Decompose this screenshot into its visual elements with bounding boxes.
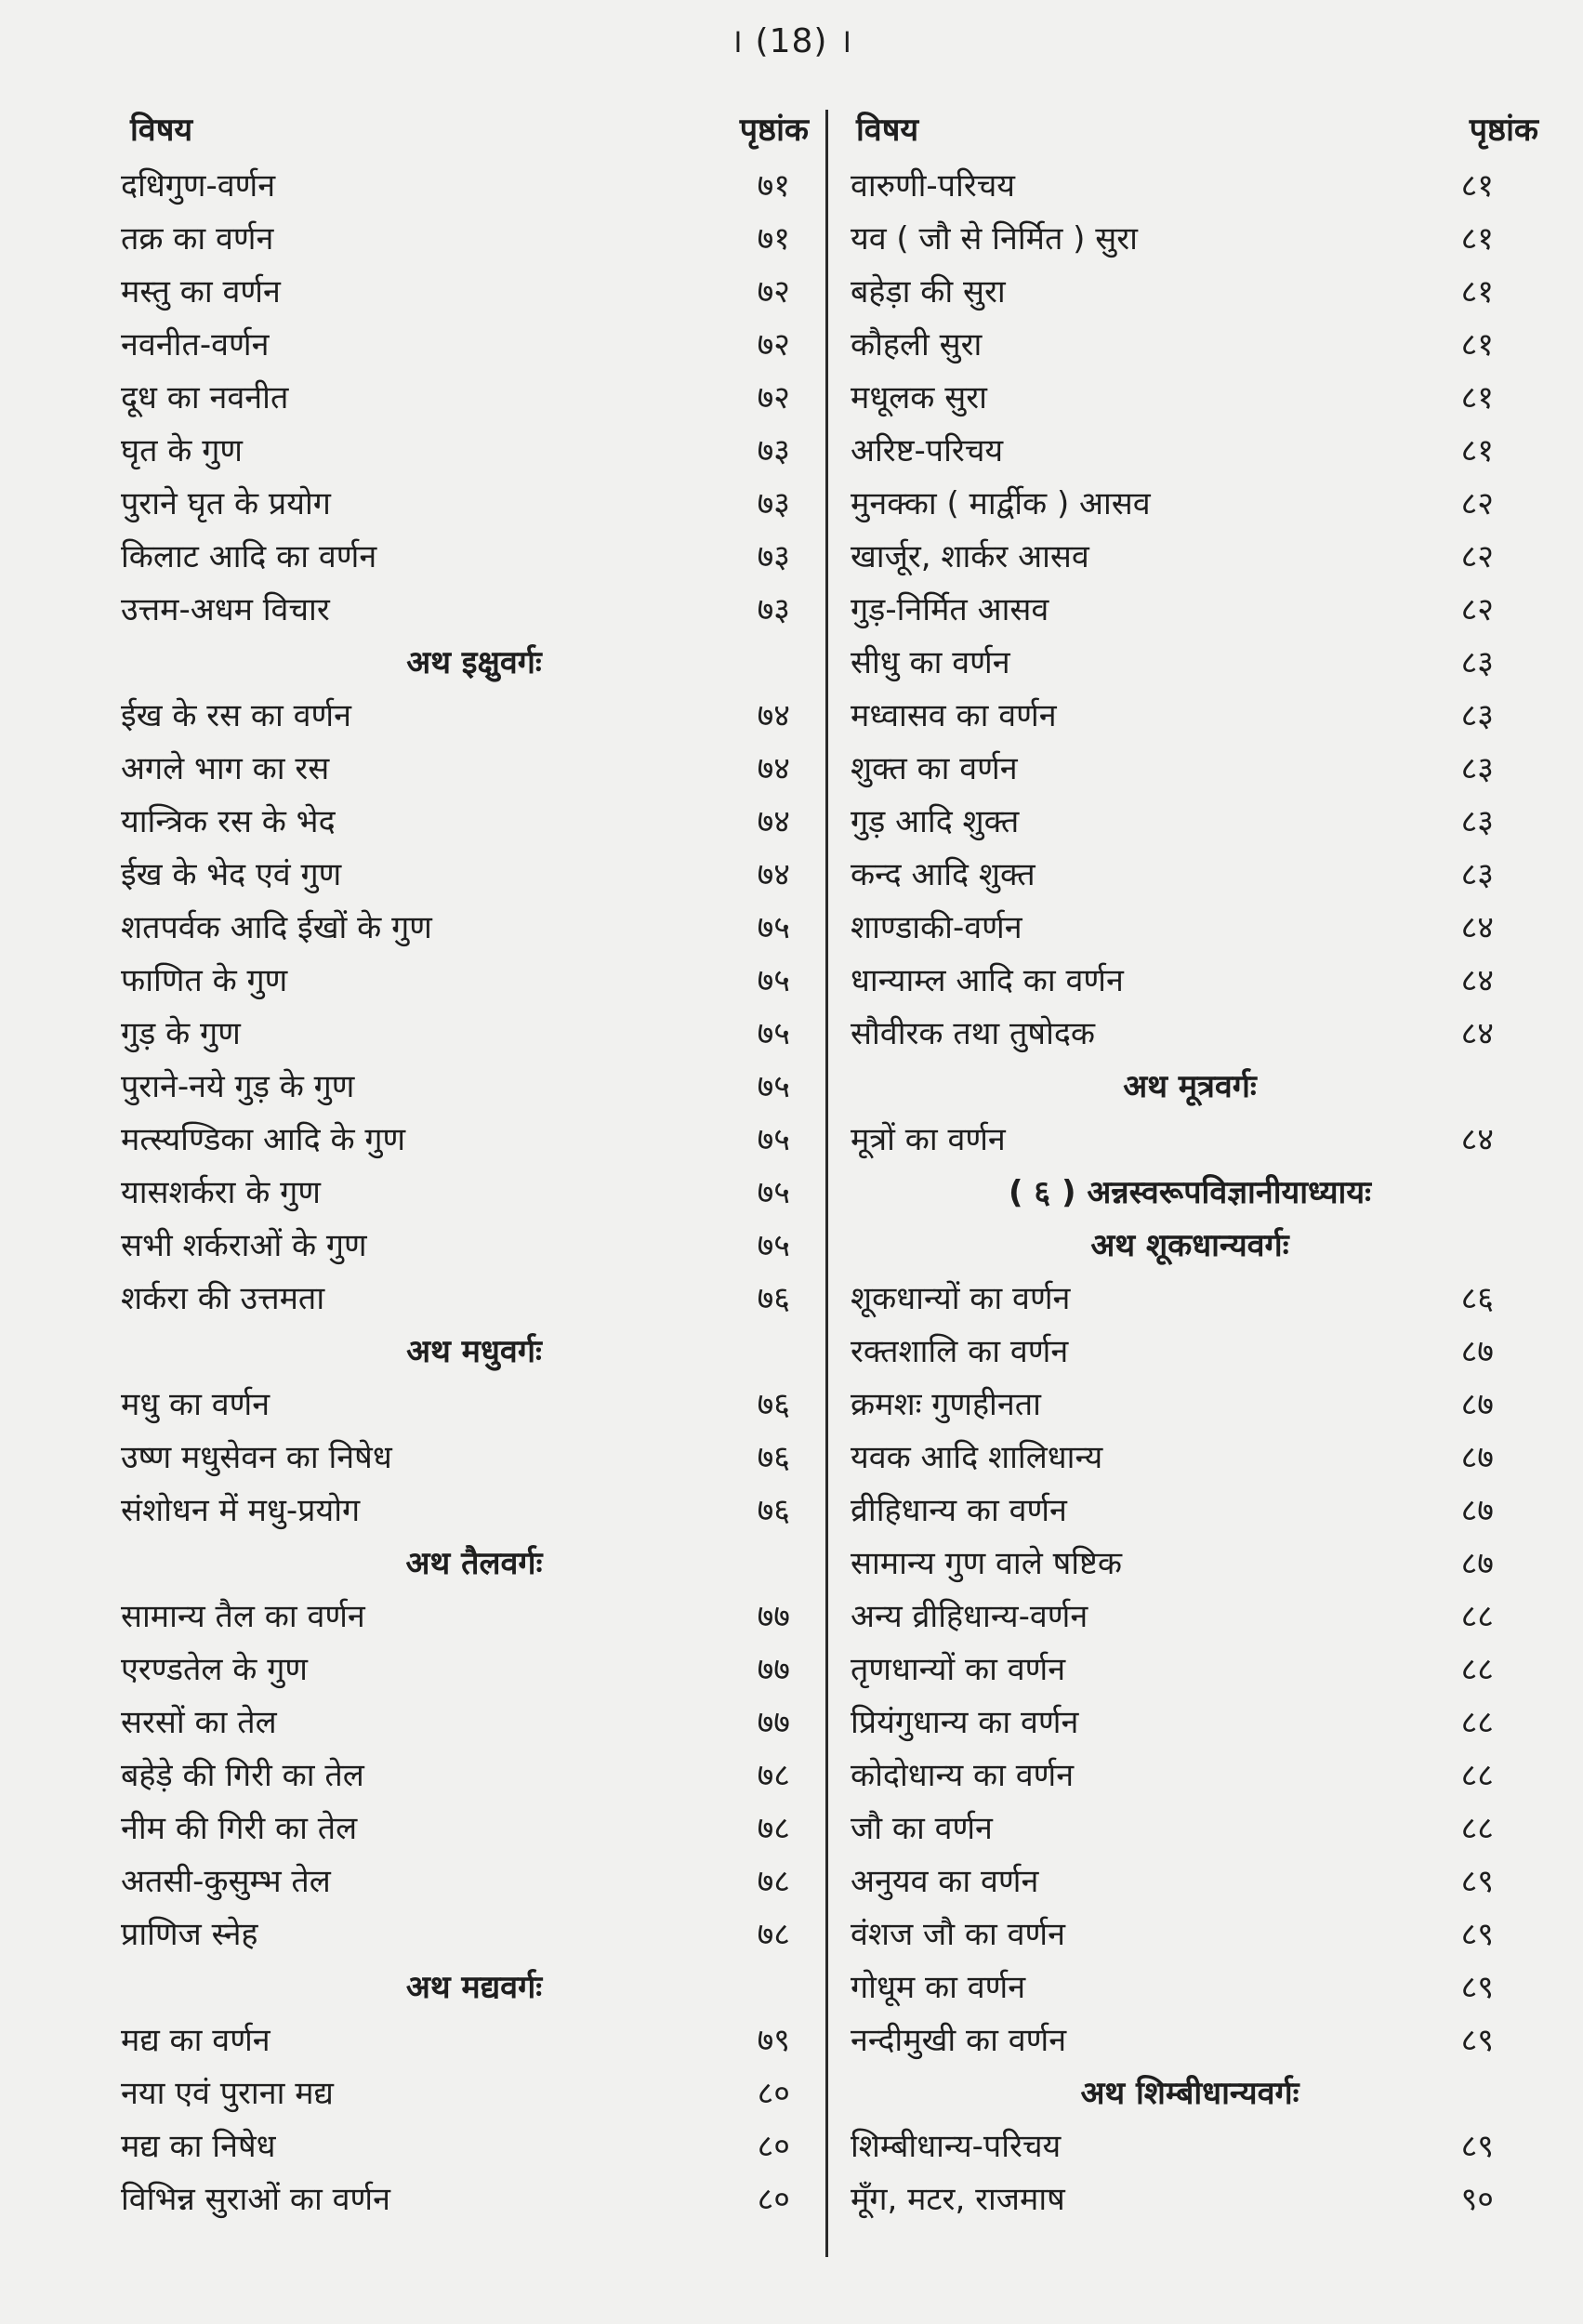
toc-page-number: ८२ (1460, 485, 1494, 522)
toc-subject: मद्य का वर्णन (121, 2022, 270, 2059)
toc-page-number: ७७ (757, 1598, 790, 1635)
toc-row (832, 531, 1538, 584)
toc-subject: नीम की गिरी का तेल (121, 1810, 358, 1847)
toc-row (102, 1591, 809, 1644)
toc-subject: शिम्बीधान्य-परिचय (851, 2128, 1062, 2165)
toc-row (102, 1061, 809, 1114)
toc-row (832, 1379, 1538, 1432)
toc-page-number: ८३ (1460, 697, 1494, 734)
toc-subject: तृणधान्यों का वर्णन (851, 1651, 1066, 1688)
toc-subject: तक्र का वर्णन (121, 220, 274, 257)
toc-page-number: ८८ (1460, 1704, 1494, 1741)
toc-page-number: ७४ (757, 856, 790, 893)
toc-row (102, 955, 809, 1008)
toc-row (102, 1485, 809, 1538)
toc-row (832, 319, 1538, 372)
toc-subject: रक्तशालि का वर्णन (851, 1333, 1069, 1370)
toc-row (832, 425, 1538, 478)
toc-subject: गुड़-निर्मित आसव (851, 591, 1049, 628)
toc-subject: कन्द आदि शुक्त (851, 856, 1036, 893)
toc-subject: जौ का वर्णन (851, 1810, 993, 1847)
toc-row (102, 1273, 809, 1326)
toc-page-number: ८३ (1460, 644, 1494, 681)
left-column (102, 100, 809, 2226)
toc-subject: यासशर्करा के गुण (121, 1174, 321, 1211)
toc-page-number: ८८ (1460, 1651, 1494, 1688)
toc-subject: पुराने घृत के प्रयोग (121, 485, 331, 522)
toc-subject: कौहली सुरा (851, 326, 983, 363)
toc-subject: घृत के गुण (121, 432, 243, 469)
toc-subject: मधु का वर्णन (121, 1386, 270, 1423)
page-header: पृष्ठांक (1469, 112, 1538, 149)
toc-row (102, 796, 809, 849)
toc-subject: बहेड़े की गिरी का तेल (121, 1757, 364, 1794)
toc-page-number: ७८ (757, 1757, 790, 1794)
toc-subject: वारुणी-परिचय (851, 167, 1016, 205)
toc-page-number: ७६ (757, 1439, 790, 1476)
toc-subject: यान्त्रिक रस के भेद (121, 803, 336, 840)
toc-row (832, 1326, 1538, 1379)
toc-page-number: ८१ (1460, 167, 1494, 205)
toc-subject: यव ( जौ से निर्मित ) सुरा (851, 220, 1138, 257)
toc-page-number: ७८ (757, 1916, 790, 1953)
toc-page-number: ८८ (1460, 1810, 1494, 1847)
toc-page-number: ८० (757, 2181, 790, 2218)
toc-page-number: ७२ (757, 326, 790, 363)
toc-page-number: ८१ (1460, 379, 1494, 416)
toc-row (102, 1114, 809, 1167)
toc-row (832, 1273, 1538, 1326)
toc-row (102, 372, 809, 425)
toc-row (102, 584, 809, 637)
toc-page-number: ७६ (757, 1492, 790, 1529)
toc-subject: किलाट आदि का वर्णन (121, 538, 377, 575)
toc-page-number: ८९ (1460, 1863, 1494, 1900)
toc-subject: शर्करा की उत्तमता (121, 1280, 325, 1317)
toc-row (832, 1961, 1538, 2014)
toc-page-number: ७३ (757, 485, 790, 522)
toc-subject: सौवीरक तथा तुषोदक (851, 1015, 1096, 1052)
toc-row (102, 1008, 809, 1061)
toc-page-number: ८४ (1460, 1121, 1494, 1158)
toc-page-number: ७५ (757, 962, 790, 999)
toc-row (832, 584, 1538, 637)
toc-subject: कोदोधान्य का वर्णन (851, 1757, 1075, 1794)
toc-subject: ईख के भेद एवं गुण (121, 856, 342, 893)
toc-row (832, 1008, 1538, 1061)
subject-header: विषय (130, 112, 193, 149)
toc-subject: शुक्त का वर्णन (851, 750, 1018, 787)
toc-subject: शाण्डाकी-वर्णन (851, 909, 1022, 946)
toc-subject: खार्जूर, शार्कर आसव (851, 538, 1089, 575)
toc-page-number: ८४ (1460, 909, 1494, 946)
toc-subject: फाणित के गुण (121, 962, 288, 999)
toc-page-number: ७७ (757, 1704, 790, 1741)
toc-page-number: ७४ (757, 697, 790, 734)
section-heading: अथ इक्षुवर्गः (406, 644, 542, 681)
section-heading: अथ मद्यवर्गः (405, 1969, 543, 2006)
toc-page-number: ७५ (757, 1121, 790, 1158)
toc-page-number: ८१ (1460, 220, 1494, 257)
toc-page-number: ८८ (1460, 1598, 1494, 1635)
toc-page-number: ८२ (1460, 591, 1494, 628)
right-header (832, 100, 1538, 160)
toc-row (102, 1802, 809, 1855)
toc-page-number: ८८ (1460, 1757, 1494, 1794)
toc-subject: एरण्डतेल के गुण (121, 1651, 308, 1688)
toc-row (832, 1802, 1538, 1855)
toc-page-number: ८९ (1460, 2022, 1494, 2059)
toc-page-number: ८७ (1460, 1333, 1494, 1370)
toc-subject: बहेड़ा की सुरा (851, 273, 1006, 310)
toc-row (832, 1538, 1538, 1591)
toc-row (102, 1855, 809, 1908)
toc-row (832, 1432, 1538, 1485)
section-heading: अथ शिम्बीधान्यवर्गः (1080, 2075, 1299, 2112)
toc-page-number: ८३ (1460, 803, 1494, 840)
toc-subject: सभी शर्कराओं के गुण (121, 1227, 367, 1264)
toc-subject: प्रियंगुधान्य का वर्णन (851, 1704, 1079, 1741)
toc-page-number: ७५ (757, 1174, 790, 1211)
toc-row (832, 1855, 1538, 1908)
toc-subject: गुड़ के गुण (121, 1015, 241, 1052)
toc-subject: क्रमशः गुणहीनता (851, 1386, 1041, 1423)
toc-page-number: ८२ (1460, 538, 1494, 575)
toc-row (102, 2067, 809, 2120)
toc-page-number: ८७ (1460, 1545, 1494, 1582)
toc-row (102, 1432, 809, 1485)
toc-subject: उष्ण मधुसेवन का निषेध (121, 1439, 392, 1476)
toc-page-number: ८१ (1460, 273, 1494, 310)
toc-page-number: ८४ (1460, 1015, 1494, 1052)
toc-subject: मधूलक सुरा (851, 379, 987, 416)
toc-row (832, 955, 1538, 1008)
toc-subject: सामान्य गुण वाले षष्टिक (851, 1545, 1123, 1582)
toc-row (832, 1485, 1538, 1538)
toc-subject: विभिन्न सुराओं का वर्णन (121, 2181, 390, 2218)
toc-page-number: ९० (1460, 2181, 1494, 2218)
toc-row (102, 690, 809, 743)
toc-subject: प्राणिज स्नेह (121, 1916, 258, 1953)
toc-row (832, 1591, 1538, 1644)
toc-page-number: ७४ (757, 803, 790, 840)
toc-page-number: ७५ (757, 1227, 790, 1264)
toc-row (102, 319, 809, 372)
toc-page-number: ७१ (757, 220, 790, 257)
toc-subject: धान्याम्ल आदि का वर्णन (851, 962, 1124, 999)
toc-subject: मत्स्यण्डिका आदि के गुण (121, 1121, 406, 1158)
toc-subject: नन्दीमुखी का वर्णन (851, 2022, 1067, 2059)
toc-subject: यवक आदि शालिधान्य (851, 1439, 1103, 1476)
toc-row (102, 902, 809, 955)
toc-subject: सरसों का तेल (121, 1704, 277, 1741)
toc-row (102, 2173, 809, 2226)
subject-header: विषय (856, 112, 919, 149)
toc-page-number: ८४ (1460, 962, 1494, 999)
section-heading: अथ मधुवर्गः (406, 1333, 542, 1370)
toc-row (832, 1644, 1538, 1697)
toc-page-number: ७५ (757, 1015, 790, 1052)
toc-row (102, 849, 809, 902)
toc-row (102, 266, 809, 319)
toc-subject: सामान्य तैल का वर्णन (121, 1598, 365, 1635)
toc-row (832, 796, 1538, 849)
toc-page-number: ७३ (757, 591, 790, 628)
toc-page-number: ७९ (757, 2022, 790, 2059)
toc-row (832, 478, 1538, 531)
toc-row (102, 1697, 809, 1750)
toc-subject: सीधु का वर्णन (851, 644, 1010, 681)
toc-subject: अनुयव का वर्णन (851, 1863, 1039, 1900)
page-number: । (18) । (730, 22, 853, 60)
toc-subject: संशोधन में मधु-प्रयोग (121, 1492, 361, 1529)
toc-row (102, 478, 809, 531)
toc-subject: अतसी-कुसुम्भ तेल (121, 1863, 331, 1900)
toc-row (832, 372, 1538, 425)
toc-row (832, 1114, 1538, 1167)
section-heading: अथ तैलवर्गः (405, 1545, 543, 1582)
toc-row (102, 1220, 809, 1273)
toc-subject: मूँग, मटर, राजमाष (851, 2181, 1065, 2218)
toc-row (102, 531, 809, 584)
toc-subject: दधिगुण-वर्णन (121, 167, 276, 205)
toc-row (102, 1167, 809, 1220)
toc-row (102, 2120, 809, 2173)
toc-page-number: ८७ (1460, 1439, 1494, 1476)
toc-row (102, 2014, 809, 2067)
toc-subject: गोधूम का वर्णन (851, 1969, 1026, 2006)
toc-subject: मूत्रों का वर्णन (851, 1121, 1006, 1158)
toc-row (102, 213, 809, 266)
toc-row (832, 849, 1538, 902)
toc-row (832, 743, 1538, 796)
toc-page-number: ८६ (1460, 1280, 1494, 1317)
toc-subject: शूकधान्यों का वर्णन (851, 1280, 1071, 1317)
right-entries (832, 160, 1538, 2226)
toc-page-number: ७२ (757, 273, 790, 310)
toc-page-number: ७१ (757, 167, 790, 205)
section-heading: अथ मूत्रवर्गः (1123, 1068, 1257, 1105)
toc-subject: मद्य का निषेध (121, 2128, 276, 2165)
toc-row (102, 160, 809, 213)
toc-row (832, 2173, 1538, 2226)
toc-subject: ईख के रस का वर्णन (121, 697, 352, 734)
right-column (832, 100, 1538, 2226)
toc-row (102, 1379, 809, 1432)
toc-row (832, 2120, 1538, 2173)
toc-subject: उत्तम-अधम विचार (121, 591, 330, 628)
toc-page-number: ८३ (1460, 856, 1494, 893)
toc-page-number: ७५ (757, 909, 790, 946)
toc-row (102, 1644, 809, 1697)
column-divider (825, 110, 828, 2257)
toc-row (102, 1908, 809, 1961)
toc-page-number: ८० (757, 2075, 790, 2112)
toc-subject: व्रीहिधान्य का वर्णन (851, 1492, 1067, 1529)
toc-row (832, 690, 1538, 743)
toc-page-number: ८१ (1460, 432, 1494, 469)
toc-subject: पुराने-नये गुड़ के गुण (121, 1068, 355, 1105)
section-heading: अथ शूकधान्यवर्गः (1090, 1227, 1289, 1264)
toc-page-number: ८० (757, 2128, 790, 2165)
toc-subject: मध्वासव का वर्णन (851, 697, 1057, 734)
toc-row (832, 1908, 1538, 1961)
toc-subject: मुनक्का ( मार्द्वीक ) आसव (851, 485, 1151, 522)
toc-page-number: ७८ (757, 1810, 790, 1847)
toc-subject: शतपर्वक आदि ईखों के गुण (121, 909, 432, 946)
toc-row (832, 213, 1538, 266)
toc-subject: अरिष्ट-परिचय (851, 432, 1004, 469)
toc-row (102, 425, 809, 478)
toc-page-number: ७२ (757, 379, 790, 416)
left-header (102, 100, 809, 160)
toc-page-number: ७४ (757, 750, 790, 787)
toc-subject: नया एवं पुराना मद्य (121, 2075, 334, 2112)
toc-row (832, 2014, 1538, 2067)
toc-subject: नवनीत-वर्णन (121, 326, 270, 363)
toc-page-number: ७५ (757, 1068, 790, 1105)
toc-subject: अन्य व्रीहिधान्य-वर्णन (851, 1598, 1088, 1635)
toc-row (832, 902, 1538, 955)
toc-page-number: ८९ (1460, 2128, 1494, 2165)
toc-row (832, 637, 1538, 690)
toc-page-number: ७३ (757, 432, 790, 469)
toc-row (832, 160, 1538, 213)
toc-page-number: ७६ (757, 1280, 790, 1317)
toc-page-number: ७३ (757, 538, 790, 575)
toc-page-number: ७७ (757, 1651, 790, 1688)
toc-row (102, 1750, 809, 1802)
toc-row (832, 266, 1538, 319)
section-heading: ( ६ ) अन्नस्वरूपविज्ञानीयाध्यायः (1009, 1174, 1371, 1211)
toc-subject: दूध का नवनीत (121, 379, 289, 416)
toc-page-number: ८७ (1460, 1492, 1494, 1529)
toc-subject: गुड़ आदि शुक्त (851, 803, 1020, 840)
toc-page-number: ८७ (1460, 1386, 1494, 1423)
toc-page-number: ७६ (757, 1386, 790, 1423)
toc-page-number: ८३ (1460, 750, 1494, 787)
toc-page-number: ८९ (1460, 1969, 1494, 2006)
toc-row (102, 743, 809, 796)
toc-row (832, 1750, 1538, 1802)
toc-row (832, 1697, 1538, 1750)
page-header: पृष्ठांक (739, 112, 809, 149)
toc-page-number: ८९ (1460, 1916, 1494, 1953)
toc-page-number: ८१ (1460, 326, 1494, 363)
toc-subject: मस्तु का वर्णन (121, 273, 281, 310)
toc-subject: अगले भाग का रस (121, 750, 330, 787)
toc-subject: वंशज जौ का वर्णन (851, 1916, 1065, 1953)
toc-page-number: ७८ (757, 1863, 790, 1900)
left-entries (102, 160, 809, 2226)
